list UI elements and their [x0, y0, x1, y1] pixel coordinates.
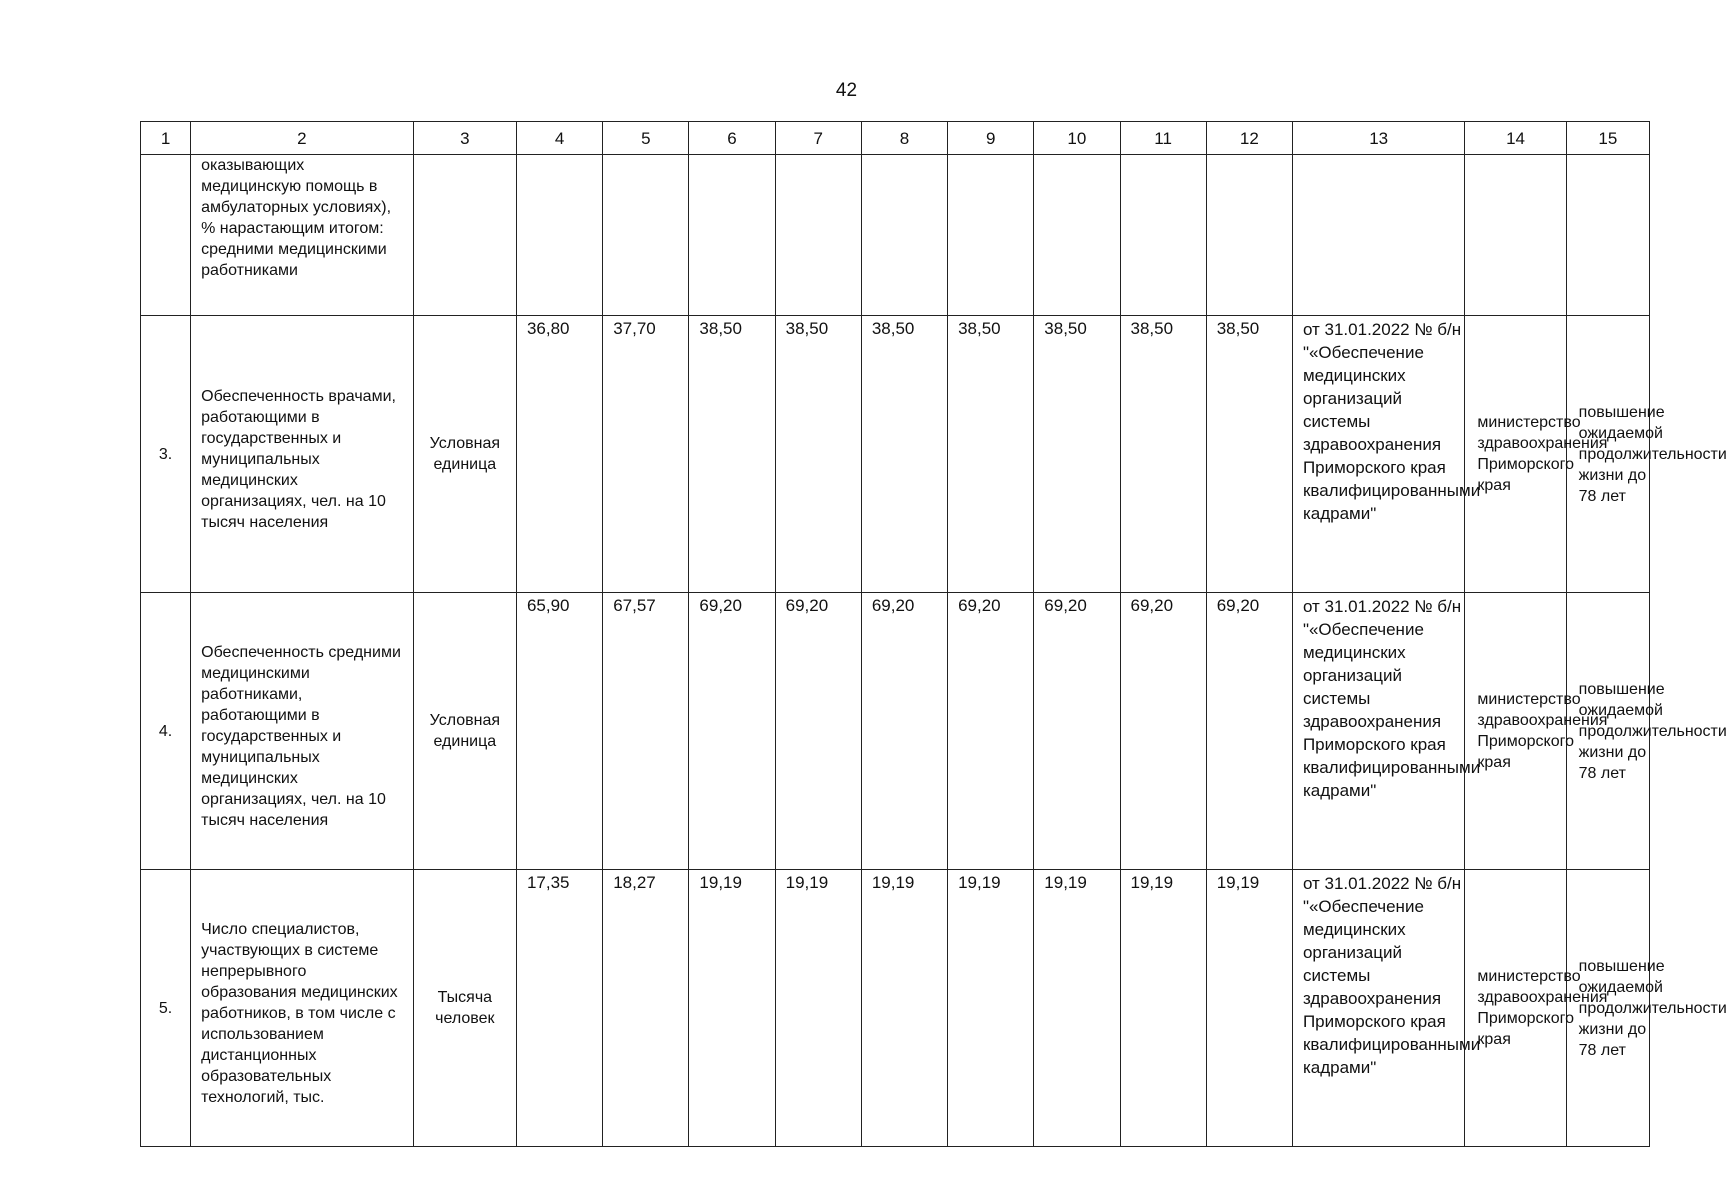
cell-empty	[141, 155, 191, 316]
value-cell: 19,19	[689, 870, 775, 1147]
document-reference: от 31.01.2022 № б/н "«Обеспечение медицинских организаций системы здравоохранения Приморского края квалифицированными кадрами"	[1292, 870, 1464, 1147]
document-reference: от 31.01.2022 № б/н "«Обеспечение медицинских организаций системы здравоохранения Приморского края квалифицированными кадрами"	[1292, 593, 1464, 870]
indicator-name: оказывающих медицинскую помощь в амбулаторных условиях), % нарастающим итогом: средними медицинскими работниками	[191, 155, 414, 316]
goal: повышение ожидаемой продолжительности жизни до 78 лет	[1566, 870, 1649, 1147]
value-cell: 19,19	[1120, 870, 1206, 1147]
header-cell: 6	[689, 122, 775, 155]
indicator-name: Обеспеченность врачами, работающими в государственных и муниципальных медицинских организациях, чел. на 10 тысяч населения	[191, 316, 414, 593]
value-cell: 38,50	[1120, 316, 1206, 593]
header-cell: 10	[1034, 122, 1120, 155]
value-cell: 69,20	[948, 593, 1034, 870]
value-cell: 38,50	[861, 316, 947, 593]
page-number: 42	[835, 80, 858, 101]
document-reference: от 31.01.2022 № б/н "«Обеспечение медицинских организаций системы здравоохранения Приморского края квалифицированными кадрами"	[1292, 316, 1464, 593]
goal: повышение ожидаемой продолжительности жизни до 78 лет	[1566, 316, 1649, 593]
header-cell: 13	[1292, 122, 1464, 155]
value-cell: 67,57	[603, 593, 689, 870]
cell-empty	[689, 155, 775, 316]
header-cell: 14	[1465, 122, 1566, 155]
cell-empty	[775, 155, 861, 316]
cell-empty	[1292, 155, 1464, 316]
cell-empty	[1120, 155, 1206, 316]
value-cell: 19,19	[861, 870, 947, 1147]
header-cell: 2	[191, 122, 414, 155]
row-number: 5.	[141, 870, 191, 1147]
value-cell: 19,19	[948, 870, 1034, 1147]
value-cell: 38,50	[775, 316, 861, 593]
header-cell: 4	[516, 122, 602, 155]
value-cell: 19,19	[1034, 870, 1120, 1147]
value-cell: 69,20	[775, 593, 861, 870]
cell-empty	[603, 155, 689, 316]
header-cell: 7	[775, 122, 861, 155]
cell-empty	[1034, 155, 1120, 316]
cell-empty	[1206, 155, 1292, 316]
cell-empty	[948, 155, 1034, 316]
goal: повышение ожидаемой продолжительности жизни до 78 лет	[1566, 593, 1649, 870]
value-cell: 37,70	[603, 316, 689, 593]
header-row	[141, 122, 1650, 155]
unit: Условная единица	[413, 316, 516, 593]
header-cell: 9	[948, 122, 1034, 155]
value-cell: 69,20	[1120, 593, 1206, 870]
value-cell: 18,27	[603, 870, 689, 1147]
responsible-body: министерство здравоохранения Приморского края	[1465, 870, 1566, 1147]
cell-empty	[1465, 155, 1566, 316]
table-row	[141, 870, 1650, 1147]
table-row-continuation	[141, 155, 1650, 316]
cell-empty	[1566, 155, 1649, 316]
row-number: 4.	[141, 593, 191, 870]
value-cell: 69,20	[689, 593, 775, 870]
responsible-body: министерство здравоохранения Приморского края	[1465, 316, 1566, 593]
header-cell: 15	[1566, 122, 1649, 155]
indicator-name: Число специалистов, участвующих в системе непрерывного образования медицинских работников, в том числе с использованием дистанционных образовательных технологий, тыс.	[191, 870, 414, 1147]
unit: Условная единица	[413, 593, 516, 870]
row-number: 3.	[141, 316, 191, 593]
value-cell: 38,50	[689, 316, 775, 593]
indicators-table	[140, 121, 1727, 1147]
value-cell: 19,19	[1206, 870, 1292, 1147]
value-cell: 36,80	[516, 316, 602, 593]
value-cell: 69,20	[1206, 593, 1292, 870]
value-cell: 69,20	[861, 593, 947, 870]
header-cell: 12	[1206, 122, 1292, 155]
cell-empty	[413, 155, 516, 316]
value-cell: 38,50	[1206, 316, 1292, 593]
value-cell: 69,20	[1034, 593, 1120, 870]
value-cell: 65,90	[516, 593, 602, 870]
value-cell: 19,19	[775, 870, 861, 1147]
header-cell: 8	[861, 122, 947, 155]
table-row	[141, 593, 1650, 870]
value-cell: 38,50	[948, 316, 1034, 593]
table-row	[141, 316, 1650, 593]
header-cell: 3	[413, 122, 516, 155]
unit: Тысяча человек	[413, 870, 516, 1147]
responsible-body: министерство здравоохранения Приморского края	[1465, 593, 1566, 870]
header-cell: 1	[141, 122, 191, 155]
value-cell: 17,35	[516, 870, 602, 1147]
header-cell: 11	[1120, 122, 1206, 155]
header-cell: 5	[603, 122, 689, 155]
indicator-name: Обеспеченность средними медицинскими работниками, работающими в государственных и муниципальных медицинских организациях, чел. на 10 тысяч населения	[191, 593, 414, 870]
cell-empty	[516, 155, 602, 316]
cell-empty	[861, 155, 947, 316]
value-cell: 38,50	[1034, 316, 1120, 593]
